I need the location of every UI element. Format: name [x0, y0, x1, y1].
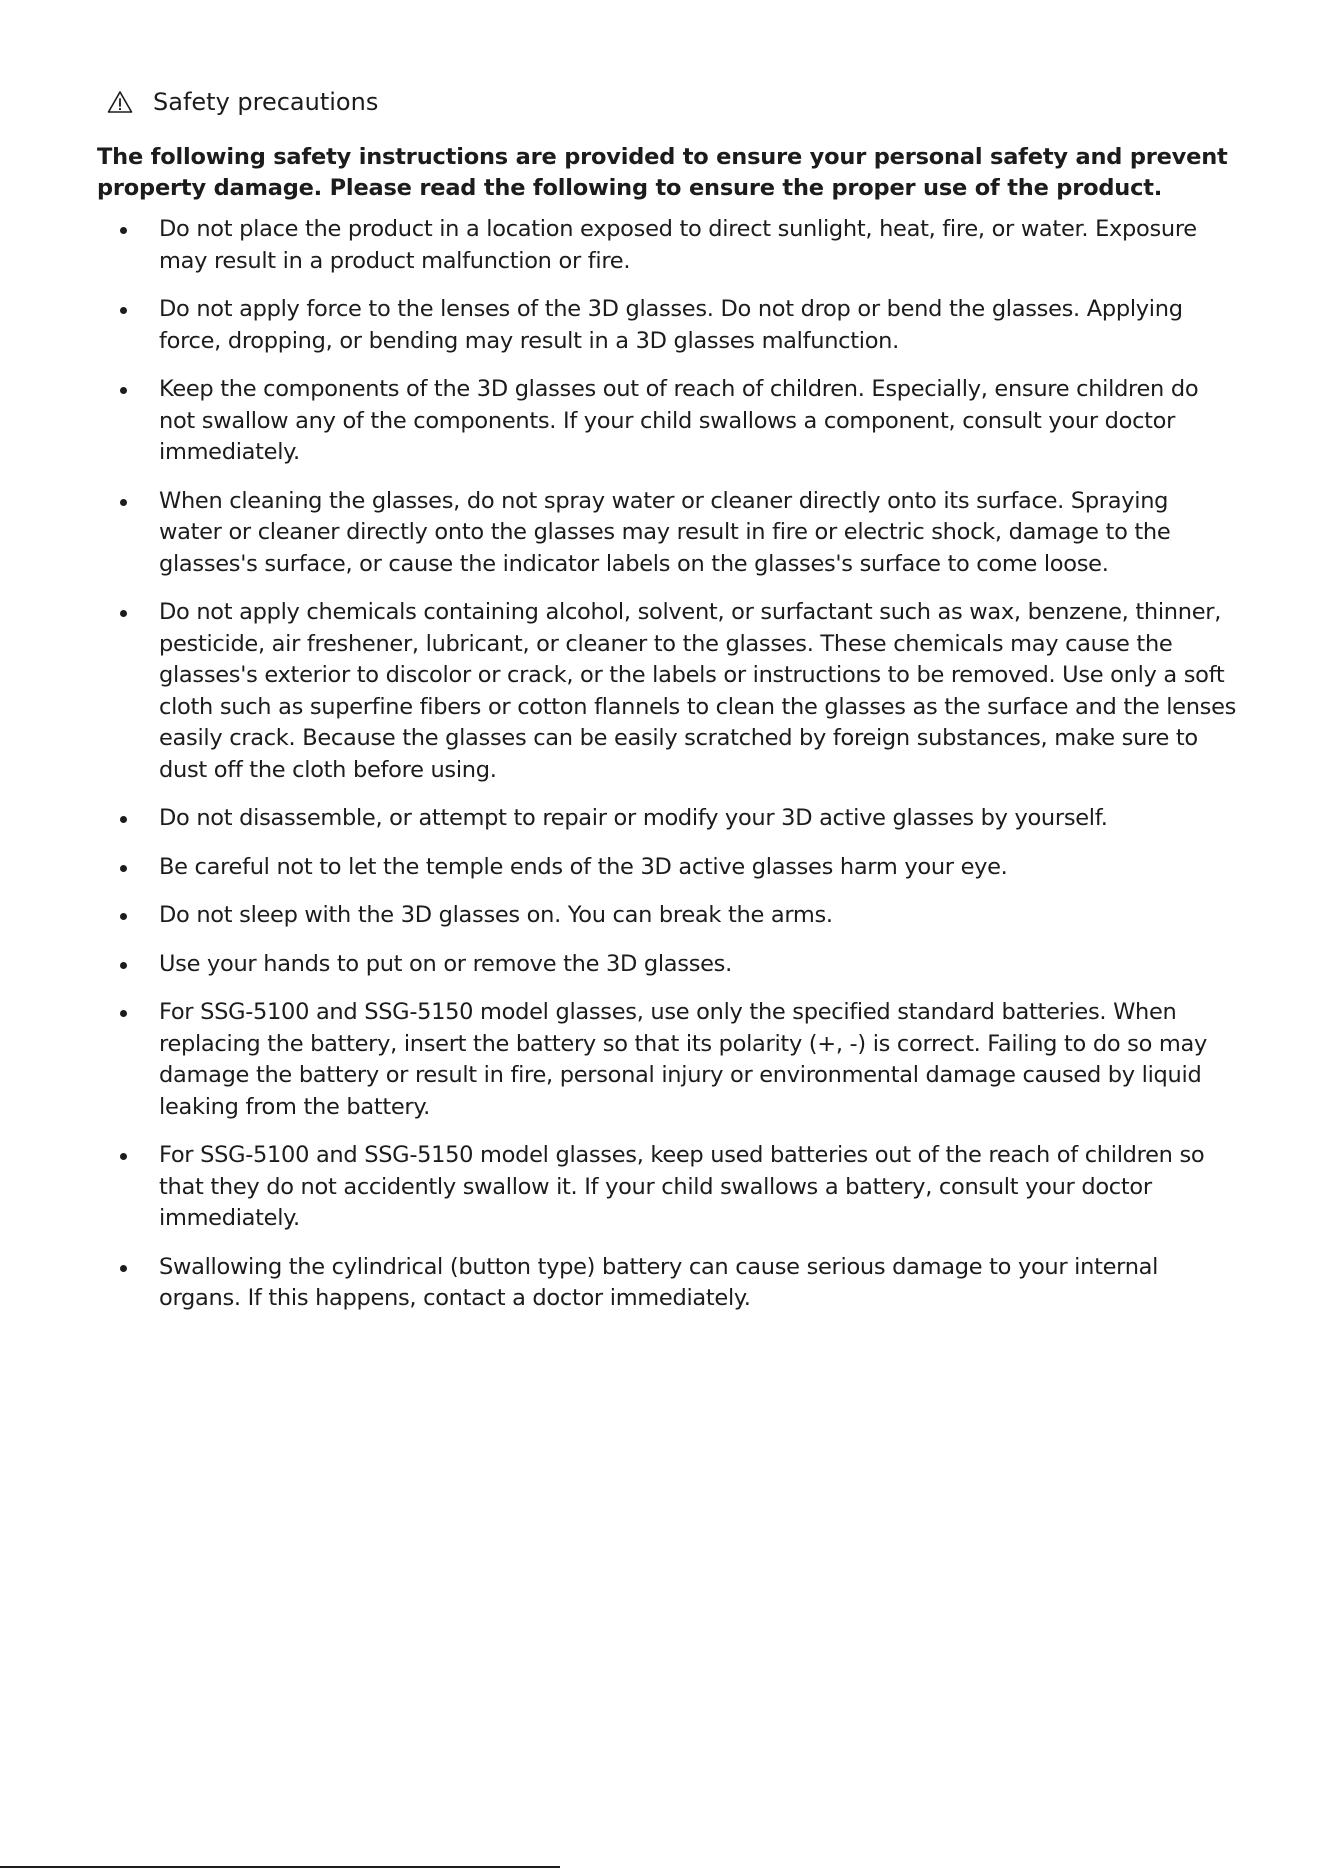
bullet-icon — [120, 1153, 127, 1160]
bullet-icon — [120, 816, 127, 823]
list-item-text: Do not apply chemicals containing alcohol, solvent, or surfactant such as wax, benzene, thinner, pesticide, air freshener, lubricant, or cleaner to the glasses. These chemicals may cause the glasses's exterior to discolor or crack, or the labels or instructions to be removed. Use only a soft cloth such as superfine fibers or cotton flannels to clean the glasses as the surface and the lenses easily crack. Because the glasses can be easily scratched by foreign substances, make sure to dust off the cloth before using. — [159, 599, 1237, 783]
list-item-text: Do not disassemble, or attempt to repair or modify your 3D active glasses by yourself. — [159, 805, 1108, 831]
list-item — [97, 900, 1237, 932]
list-item — [97, 1252, 1237, 1315]
list-item-text: Do not place the product in a location exposed to direct sunlight, heat, fire, or water. Exposure may result in a product malfunction or fire. — [159, 216, 1197, 274]
list-item — [97, 597, 1237, 786]
list-item — [97, 486, 1237, 581]
list-item — [97, 997, 1237, 1123]
list-item-text: Do not sleep with the 3D glasses on. You can break the arms. — [159, 902, 833, 928]
bullet-icon — [120, 387, 127, 394]
bullet-icon — [120, 307, 127, 314]
list-item — [97, 803, 1237, 835]
bullet-icon — [120, 913, 127, 920]
list-item-text: For SSG-5100 and SSG-5150 model glasses, use only the specified standard batteries. When replacing the battery, insert the battery so that its polarity (+, -) is correct. Failing to do so may damage the battery or result in fire, personal injury or environmental damage caused by liquid leaking from the battery. — [159, 999, 1208, 1120]
warning-triangle-icon — [107, 90, 133, 114]
list-item-text: Use your hands to put on or remove the 3D glasses. — [159, 950, 732, 977]
footer-divider — [0, 1866, 560, 1868]
list-item — [97, 294, 1237, 357]
bullet-icon — [120, 499, 127, 506]
list-item — [97, 852, 1237, 884]
section-title: Safety precautions — [153, 88, 379, 116]
list-item-text: When cleaning the glasses, do not spray water or cleaner directly onto its surface. Spraying water or cleaner directly onto the glasses may result in fire or electric shock, damage to the glasses's surface, or cause the indicator labels on the glasses's surface to come loose. — [159, 487, 1171, 577]
list-item — [97, 1140, 1237, 1235]
list-item-text: Keep the components of the 3D glasses out of reach of children. Especially, ensure children do not swallow any of the components. If your child swallows a component, consult your doctor immediately. — [159, 376, 1199, 465]
bullet-icon — [120, 962, 127, 969]
bullet-icon — [120, 865, 127, 872]
bullet-icon — [120, 1010, 127, 1017]
list-item-text: Swallowing the cylindrical (button type) battery can cause serious damage to your internal organs. If this happens, contact a doctor immediately. — [159, 1253, 1159, 1311]
list-item — [97, 214, 1237, 277]
bullet-icon — [120, 227, 127, 234]
list-item-text: Be careful not to let the temple ends of the 3D active glasses harm your eye. — [159, 853, 1008, 880]
precautions-list — [97, 214, 1237, 1332]
section-heading — [107, 88, 378, 116]
bullet-icon — [120, 610, 127, 617]
list-item — [97, 374, 1237, 469]
bullet-icon — [120, 1265, 127, 1272]
list-item-text: Do not apply force to the lenses of the 3D glasses. Do not drop or bend the glasses. Applying force, dropping, or bending may result in a 3D glasses malfunction. — [159, 296, 1183, 354]
intro-paragraph: The following safety instructions are provided to ensure your personal safety and prevent property damage. Please read the following to ensure the proper use of the product. — [97, 144, 1228, 201]
list-item-text: For SSG-5100 and SSG-5150 model glasses, keep used batteries out of the reach of children so that they do not accidently swallow it. If your child swallows a battery, consult your doctor immediately. — [159, 1142, 1205, 1231]
list-item — [97, 949, 1237, 981]
